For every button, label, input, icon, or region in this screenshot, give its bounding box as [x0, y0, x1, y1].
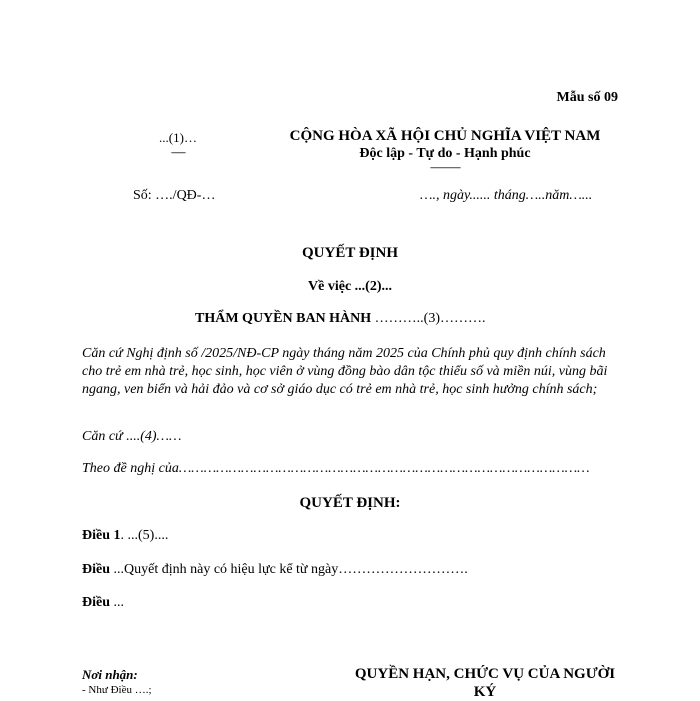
- recipient-item: - Như Điều ….;: [82, 684, 152, 696]
- agency-name: ...(1)…: [159, 130, 197, 145]
- article-text: ...Quyết định này có hiệu lực kể từ ngày……………………….: [110, 562, 468, 577]
- nation-rule: ---------------: [430, 162, 460, 172]
- article-label: Điều: [82, 562, 110, 577]
- authority-placeholder: ………..(3)……….: [371, 311, 486, 326]
- authority-label: THẨM QUYỀN BAN HÀNH: [195, 311, 372, 326]
- legal-basis-other: Căn cứ ....(4)……: [82, 429, 182, 444]
- nation-motto: Độc lập - Tự do - Hạnh phúc: [359, 146, 531, 161]
- legal-basis-decree: Căn cứ Nghị định số /2025/NĐ-CP ngày tháng năm 2025 của Chính phủ quy định chính sách cho trẻ em nhà trẻ, học sinh, học viên ở vùng đồng bào dân tộc thiểu số và miền núi, vùng bãi ngang, ven biển và hải đảo và cơ sở giáo dục có trẻ em nhà trẻ, học sinh hưởng chính sách;: [82, 346, 608, 397]
- article-1: [82, 528, 168, 544]
- issuing-authority: [195, 311, 486, 327]
- document-title: QUYẾT ĐỊNH: [302, 245, 398, 261]
- document-date: …., ngày...... tháng…..năm…...: [420, 188, 593, 203]
- article-2: [82, 562, 468, 578]
- document-subject: Về việc ...(2)...: [308, 279, 392, 294]
- nation-title: CỘNG HÒA XÃ HỘI CHỦ NGHĨA VIỆT NAM: [289, 128, 601, 144]
- national-motto: [285, 128, 605, 172]
- agency-rule: -------: [171, 147, 185, 157]
- article-3: [82, 595, 124, 611]
- form-number: Mẫu số 09: [556, 90, 618, 105]
- agency-block: [140, 130, 216, 157]
- article-label: Điều 1: [82, 528, 121, 543]
- recipients-label: Nơi nhận:: [82, 667, 138, 682]
- proposal-line: Theo đề nghị của………………………………………………………………………………………: [82, 461, 590, 476]
- article-text: ...: [110, 595, 124, 610]
- decision-heading: QUYẾT ĐỊNH:: [299, 495, 401, 511]
- article-text: . ...(5)....: [120, 528, 169, 543]
- document-number: Số: …./QĐ-…: [133, 188, 216, 203]
- signer-title: QUYỀN HẠN, CHỨC VỤ CỦA NGƯỜI KÝ: [354, 666, 616, 700]
- article-label: Điều: [82, 595, 110, 610]
